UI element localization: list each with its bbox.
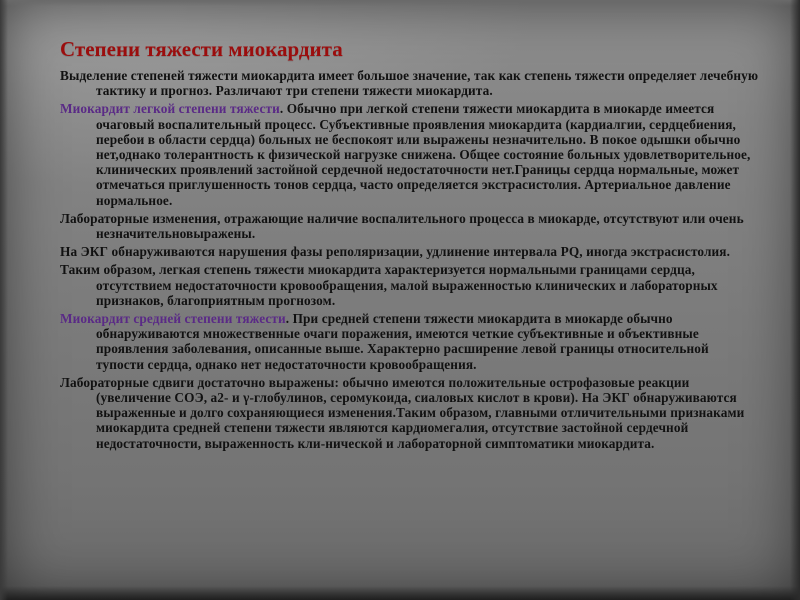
paragraph-lead-moderate: Миокардит средней степени тяжести (60, 311, 286, 327)
paragraph-intro (60, 68, 760, 98)
paragraph-lead-mild: Миокардит легкой степени тяжести (60, 101, 280, 117)
slide-edge-bottom (0, 586, 800, 600)
paragraph-moderate-myocarditis (60, 311, 760, 372)
slide-content (60, 36, 760, 454)
paragraph-text: На ЭКГ обнаруживаются нарушения фазы реполяризации, удлинение интервала PQ, иногда экстрасистолия. (60, 244, 731, 260)
paragraph-lab-changes-moderate (60, 375, 760, 451)
paragraph-text: Таким образом, легкая степень тяжести миокардита характеризуется нормальными границами сердца, отсутствием недостаточности кровообращения, малой выраженностью клинических и лабораторных признаков, благоприятным прогнозом. (60, 262, 718, 308)
paragraph-ecg-mild (60, 244, 760, 259)
paragraph-mild-myocarditis (60, 101, 760, 207)
paragraph-text: . При средней степени тяжести миокардита в миокарде обычно обнаруживаются множественные очаги поражения, имеются четкие субъективные и объективные проявления заболевания, описанные выше. Характерно расширение левой границы относительной тупости сердца, однако нет недостаточности кровообращения. (96, 311, 709, 372)
slide-edge-left (0, 0, 8, 600)
slide-title: Степени тяжести миокардита (60, 37, 343, 61)
paragraph-lab-changes-mild (60, 211, 760, 241)
paragraph-text: Лабораторные сдвиги достаточно выражены: обычно имеются положительные острофазовые реакции (увеличение СОЭ, а2- и γ-глобулинов, серомукоида, сиаловых кислот в крови). На ЭКГ обнаруживаются выраженные и долго сохраняющиеся изменения.Таким образом, главными отличительными признаками миокардита средней степени тяжести являются кардиомегалия, отсутствие застойной сердечной недостаточности, выраженность кли-нической и лабораторной симптоматики миокардита. (60, 374, 745, 451)
paragraph-text: Лабораторные изменения, отражающие наличие воспалительного процесса в миокарде, отсутствуют или очень незначительновыражены. (60, 210, 744, 242)
slide-edge-right (790, 0, 800, 600)
paragraph-text: Выделение степеней тяжести миокардита имеет большое значение, так как степень тяжести определяет лечебную тактику и прогноз. Различают три степени тяжести миокардита. (60, 68, 759, 99)
paragraph-text: . Обычно при легкой степени тяжести миокардита в миокарде имеется очаговый воспалительный процесс. Субъективные проявления миокардита (кардиалгии, сердцебиения, перебои в области сердца) больных не беспокоят или выражены незначительно. В покое одышки обычно нет,однако толерантность к физической нагрузке снижена. Общее состояние больных удовлетворительное, клинических проявлений застойной сердечной недостаточности нет.Границы сердца нормальные, может отмечаться приглушенность тонов сердца, часто определяется экстрасистолия. Артериальное давление нормальное. (96, 101, 751, 208)
slide-edge-top (0, 0, 800, 6)
paragraph-summary-mild (60, 262, 760, 308)
